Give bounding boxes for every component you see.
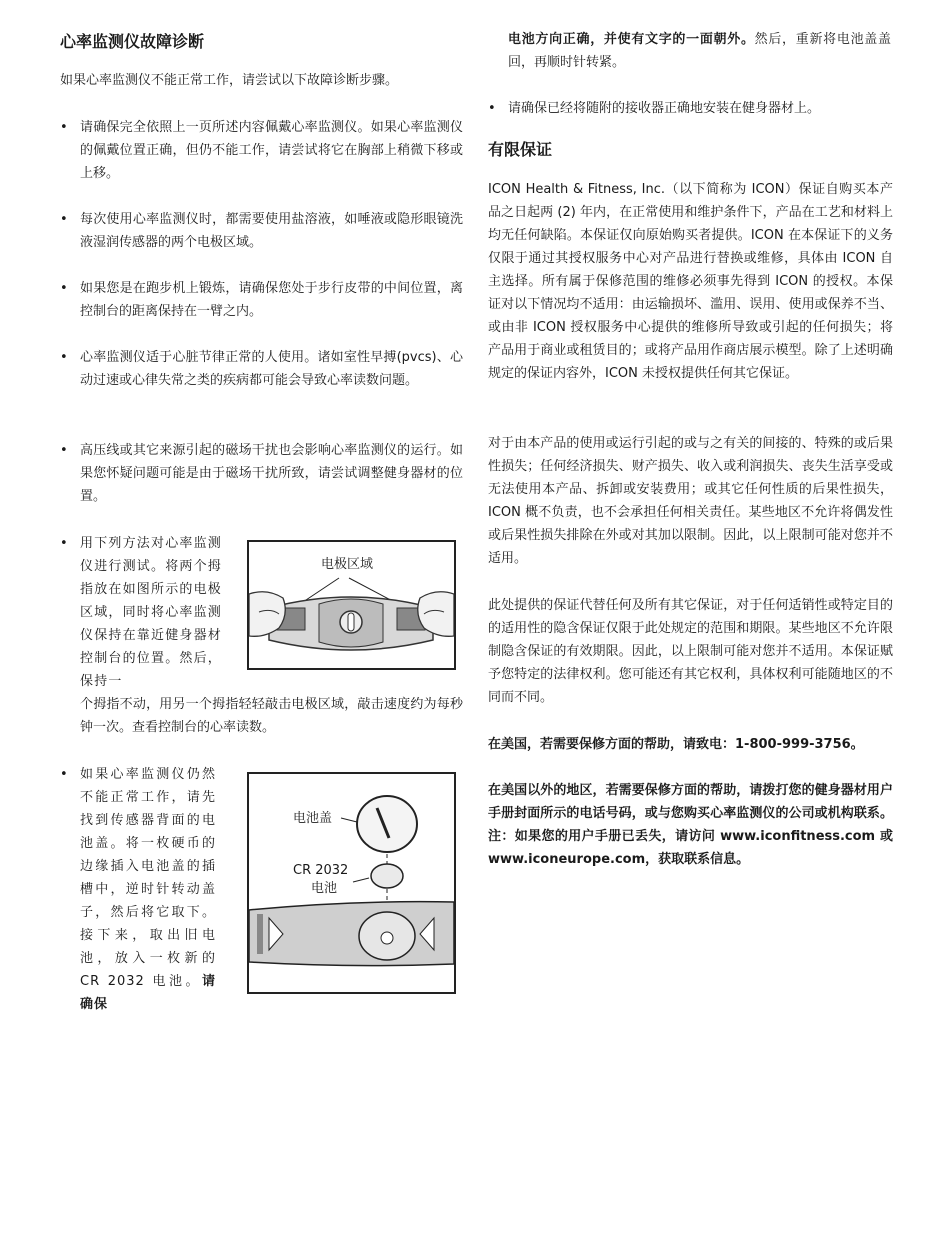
chest-strap-thumbs-illustration: [249, 542, 454, 668]
test-bullet-text-wrapped: 用下列方法对心率监测仪进行测试。将两个拇指放在如图所示的电极区域，同时将心率监测仪保持在靠近健身器材控制台的位置。然后，保持一: [80, 536, 223, 689]
bullet-marker: •: [60, 281, 68, 296]
battery-bullet-text: [80, 763, 216, 1016]
battery-figure: [247, 772, 456, 994]
battery-continuation-bold: 电池方向正确，并使有文字的一面朝外。: [508, 32, 755, 47]
bullet-marker: •: [60, 350, 68, 365]
bullet-item: [60, 439, 465, 509]
warranty-title: 有限保证: [488, 140, 553, 159]
warranty-paragraph-2: 对于由本产品的使用或运行引起的或与之有关的间接的、特殊的或后果性损失；任何经济损失、财产损失、收入或利润损失、丧失生活享受或无法使用本产品、拆卸或安装费用；或其它任何性质的后果性损失，ICON 概不负责，也不会承担任何相关责任。某些地区不允许将偶发性或后果性损失排除在外或对其加以限制。因此，以上限制可能对您并不适用。: [488, 436, 893, 566]
international-help-paragraph: 在美国以外的地区，若需要保修方面的帮助，请拨打您的健身器材用户手册封面所示的电话号码，或与您购买心率监测仪的公司或机构联系。注：如果您的用户手册已丢失，请访问 www.iconfitness.com 或 www.iconeurope.com，获取联系信息。: [488, 783, 893, 867]
test-bullet-text-full: 个拇指不动，用另一个拇指轻轻敲击电极区域，敲击速度约为每秒钟一次。查看控制台的心率读数。: [80, 697, 463, 735]
battery-bullet-text-bold: 请确保: [80, 974, 216, 1012]
bullet-marker: •: [60, 120, 68, 135]
bullet-item: [60, 116, 465, 186]
bullet-item: [60, 277, 465, 323]
troubleshooting-intro: 如果心率监测仪不能正常工作，请尝试以下故障诊断步骤。: [60, 73, 399, 88]
battery-continuation: [508, 28, 891, 74]
battery-bullet-text-normal: 如果心率监测仪仍然不能正常工作，请先找到传感器背面的电池盖。将一枚硬币的边缘插入电池盖的插槽中，逆时针转动盖子，然后将它取下。接下来，取出旧电池，放入一枚新的 CR 2032 电池。: [80, 767, 216, 989]
bullet-marker: •: [488, 101, 496, 116]
bullet-marker: •: [60, 536, 68, 551]
battery-continuation-rest: 然后，重新将电池盖盖回，再顺时针转紧。: [508, 32, 891, 70]
bullet-text: 每次使用心率监测仪时，都需要使用盐溶液，如唾液或隐形眼镜洗液湿润传感器的两个电极区域。: [80, 212, 463, 250]
bullet-item: [60, 208, 465, 254]
bullet-item: [60, 346, 465, 416]
bullet-text: 高压线或其它来源引起的磁场干扰也会影响心率监测仪的运行。如果您怀疑问题可能是由于磁场干扰所致，请尝试调整健身器材的位置。: [80, 443, 463, 504]
bullet-marker: •: [60, 443, 68, 458]
bullet-item-receiver: [488, 97, 893, 120]
electrode-figure: [247, 540, 456, 670]
bullet-text: 心率监测仪适于心脏节律正常的人使用。诸如室性早搏(pvcs)、心动过速或心律失常之类的疾病都可能会导致心率读数问题。: [80, 350, 463, 388]
battery-cover-illustration: [249, 774, 454, 992]
bullet-text: 如果您是在跑步机上锻炼，请确保您处于步行皮带的中间位置，离控制台的距离保持在一臂之内。: [80, 281, 463, 319]
bullet-text: 请确保完全依照上一页所述内容佩戴心率监测仪。如果心率监测仪的佩戴位置正确，但仍不能工作，请尝试将它在胸部上稍微下移或上移。: [80, 120, 463, 181]
battery-label-line2: 电池: [311, 881, 338, 896]
warranty-paragraph-3: 此处提供的保证代替任何及所有其它保证，对于任何适销性或特定目的的适用性的隐含保证仅限于此处规定的范围和期限。某些地区不允许限制隐含保证的有效期限。因此，以上限制可能对您并不适用。本保证赋予您特定的法律权利。您可能还有其它权利，具体权利可能随地区的不同而不同。: [488, 598, 893, 705]
battery-label-line1: CR 2032: [293, 863, 349, 878]
bullet-marker: •: [60, 212, 68, 227]
electrode-area-label: 电极区域: [321, 557, 374, 572]
warranty-paragraph-1: ICON Health & Fitness, Inc.（以下简称为 ICON）保证自购买本产品之日起两 (2) 年内，在正常使用和维护条件下，产品在工艺和材料上均无任何缺陷。本保证仅向原始购买者提供。ICON 在本保证下的义务仅限于通过其授权服务中心对产品进行替换或维修，具体由 ICON 自主选择。所有属于保修范围的维修必须事先得到 ICON 的授权。本保证对以下情况均不适用：由运输损坏、滥用、误用、使用或保养不当、或由非 ICON 授权服务中心提供的维修所导致或引起的任何损失；将产品用于商业或租赁目的；或将产品用作商店展示模型。除了上述明确规定的保证内容外，ICON 未授权提供任何其它保证。: [488, 182, 893, 381]
troubleshooting-title: 心率监测仪故障诊断: [60, 32, 205, 51]
us-help-line: 在美国，若需要保修方面的帮助，请致电：1-800-999-3756。: [488, 737, 864, 752]
receiver-bullet-text: 请确保已经将随附的接收器正确地安装在健身器材上。: [508, 101, 821, 116]
bullet-marker: •: [60, 767, 68, 782]
battery-cover-label: 电池盖: [293, 811, 333, 826]
